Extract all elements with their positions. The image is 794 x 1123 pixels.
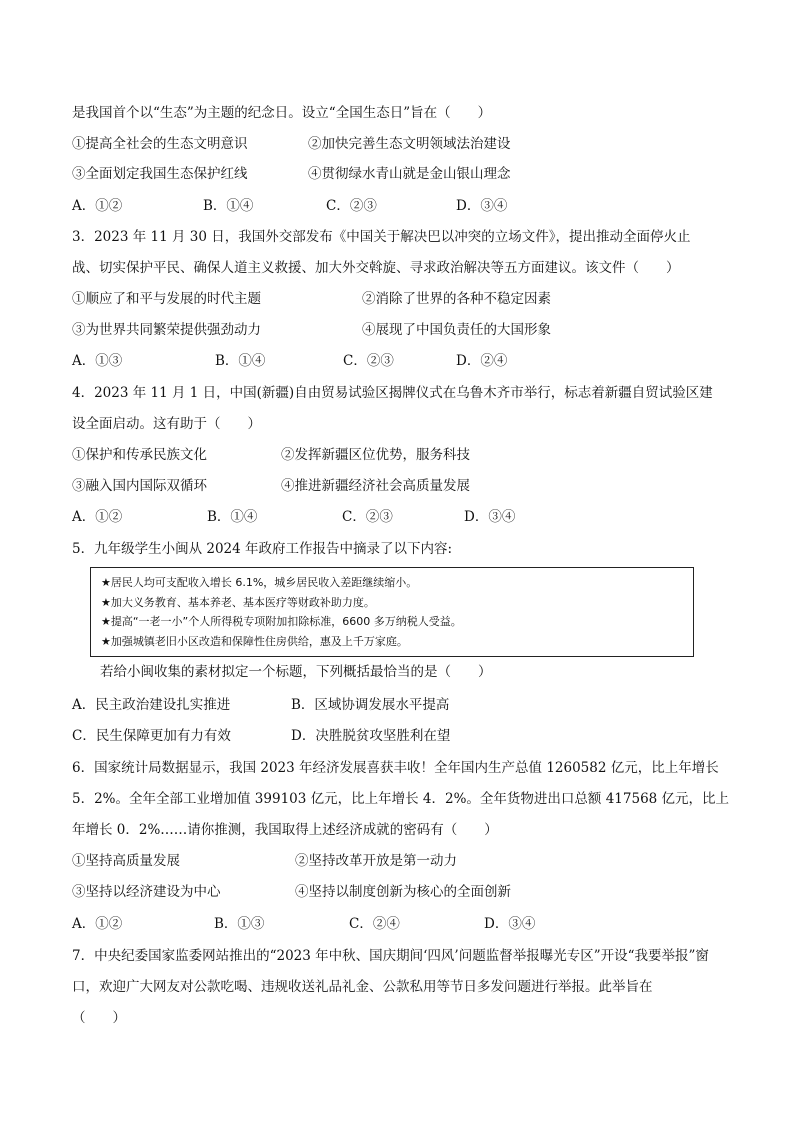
q6-choice-b: B．①③ [214, 916, 265, 932]
q5-excerpt-item: ★提高“一老一小”个人所得税专项附加扣除标准，6600 多万纳税人受益。 [101, 615, 462, 628]
q4-choice-a: A．①② [72, 509, 123, 525]
q5-option-b: B．区域协调发展水平提高 [291, 697, 450, 713]
q6-options-row2 [72, 882, 722, 902]
q7-stem-line-2: 口，欢迎广大网友对公款吃喝、违规收送礼品礼金、公款私用等节日多发问题进行举报。此举旨在 [72, 979, 653, 995]
q4-option-4: ④推进新疆经济社会高质量发展 [281, 478, 470, 494]
q2-option-1: ①提高全社会的生态文明意识 [72, 136, 248, 152]
q3-options-row2 [72, 320, 722, 340]
q4-choice-d: D．③④ [464, 509, 516, 525]
q5-excerpt-item: ★加大义务教育、基本养老、基本医疗等财政补助力度。 [101, 595, 375, 609]
q2-options-row2 [72, 164, 722, 184]
q5-question: 若给小闽收集的素材拟定一个标题，下列概括最恰当的是（ ） [100, 664, 492, 680]
q6-choice-a: A．①② [72, 916, 123, 932]
q6-choice-c: C．②④ [349, 916, 400, 932]
q3-choice-b: B．①④ [215, 353, 266, 369]
q6-stem-line-3: 年增长 0．2%……请你推测，我国取得上述经济成就的密码有（ ） [72, 822, 498, 838]
q3-stem-line-2: 战、切实保护平民、确保人道主义救援、加大外交斡旋、寻求政治解决等五方面建议。该文件（ ） [72, 260, 680, 276]
q2-options-row1 [72, 134, 722, 154]
q7-answer-blank: （ ） [72, 1010, 126, 1026]
q5-options-row2 [72, 726, 722, 746]
q5-option-c: C．民生保障更加有力有效 [72, 728, 231, 744]
q2-option-3: ③全面划定我国生态保护红线 [72, 166, 248, 182]
q4-options-row2 [72, 476, 722, 496]
q2-choice-c: C．②③ [326, 198, 377, 214]
q6-choices [72, 914, 722, 934]
q4-stem-line-2: 设全面启动。这有助于（ ） [72, 416, 261, 432]
q3-option-1: ①顺应了和平与发展的时代主题 [72, 291, 261, 307]
q3-choice-d: D．②④ [456, 353, 508, 369]
q5-options-row1 [72, 695, 722, 715]
q5-excerpt-item: ★居民人均可支配收入增长 6.1%，城乡居民收入差距继续缩小。 [101, 576, 418, 589]
q2-choice-a: A．①② [72, 198, 123, 214]
q6-option-3: ③坚持以经济建设为中心 [72, 884, 221, 900]
q3-option-4: ④展现了中国负责任的大国形象 [362, 322, 551, 338]
q2-option-2: ②加快完善生态文明领域法治建设 [308, 136, 511, 152]
q2-choice-b: B．①④ [203, 198, 254, 214]
q4-choice-c: C．②③ [342, 509, 393, 525]
q5-stem: 5．九年级学生小闽从 2024 年政府工作报告中摘录了以下内容: [72, 541, 453, 557]
q2-stem: 是我国首个以“生态”为主题的纪念日。设立“全国生态日”旨在（ ） [72, 105, 492, 121]
q4-option-1: ①保护和传承民族文化 [72, 447, 207, 463]
q3-stem-line-1: 3．2023 年 11 月 30 日，我国外交部发布《中国关于解决巴以冲突的立场文件》，提出推动全面停火止 [72, 229, 691, 245]
q6-option-1: ①坚持高质量发展 [72, 853, 180, 869]
q3-choices [72, 351, 722, 371]
q5-option-a: A．民主政治建设扎实推进 [72, 697, 231, 713]
q5-excerpt-item: ★加强城镇老旧小区改造和保障性住房供给，惠及上千万家庭。 [101, 634, 408, 648]
q2-choice-d: D．③④ [456, 198, 508, 214]
q3-choice-c: C．②③ [343, 353, 394, 369]
q5-option-d: D．决胜脱贫攻坚胜利在望 [291, 728, 451, 744]
q4-choices [72, 507, 722, 527]
q4-choice-b: B．①④ [207, 509, 258, 525]
q6-choice-d: D．③④ [484, 916, 536, 932]
q2-option-4: ④贯彻绿水青山就是金山银山理念 [308, 166, 511, 182]
q6-stem-line-2: 5．2%。全年全部工业增加值 399103 亿元，比上年增长 4．2%。全年货物进出口总额 417568 亿元，比上 [72, 791, 730, 807]
q6-option-4: ④坚持以制度创新为核心的全面创新 [295, 884, 511, 900]
q3-option-2: ②消除了世界的各种不稳定因素 [362, 291, 551, 307]
q6-stem-line-1: 6．国家统计局数据显示，我国 2023 年经济发展喜获丰收！全年国内生产总值 1260582 亿元，比上年增长 [72, 760, 719, 776]
q5-excerpt-box [90, 567, 694, 657]
q7-stem-line-1: 7．中央纪委国家监委网站推出的“2023 年中秋、国庆期间‘四风’问题监督举报曝光专区”开设“我要举报”窗 [72, 948, 709, 964]
q2-choices [72, 196, 722, 216]
q4-options-row1 [72, 445, 722, 465]
q6-options-row1 [72, 851, 722, 871]
q3-option-3: ③为世界共同繁荣提供强劲动力 [72, 322, 261, 338]
q3-options-row1 [72, 289, 722, 309]
q4-option-3: ③融入国内国际双循环 [72, 478, 207, 494]
q3-choice-a: A．①③ [72, 353, 123, 369]
q4-option-2: ②发挥新疆区位优势，服务科技 [281, 447, 470, 463]
q6-option-2: ②坚持改革开放是第一动力 [295, 853, 457, 869]
q4-stem-line-1: 4．2023 年 11 月 1 日，中国(新疆)自由贸易试验区揭牌仪式在乌鲁木齐市举行，标志着新疆自贸试验区建 [72, 385, 713, 401]
